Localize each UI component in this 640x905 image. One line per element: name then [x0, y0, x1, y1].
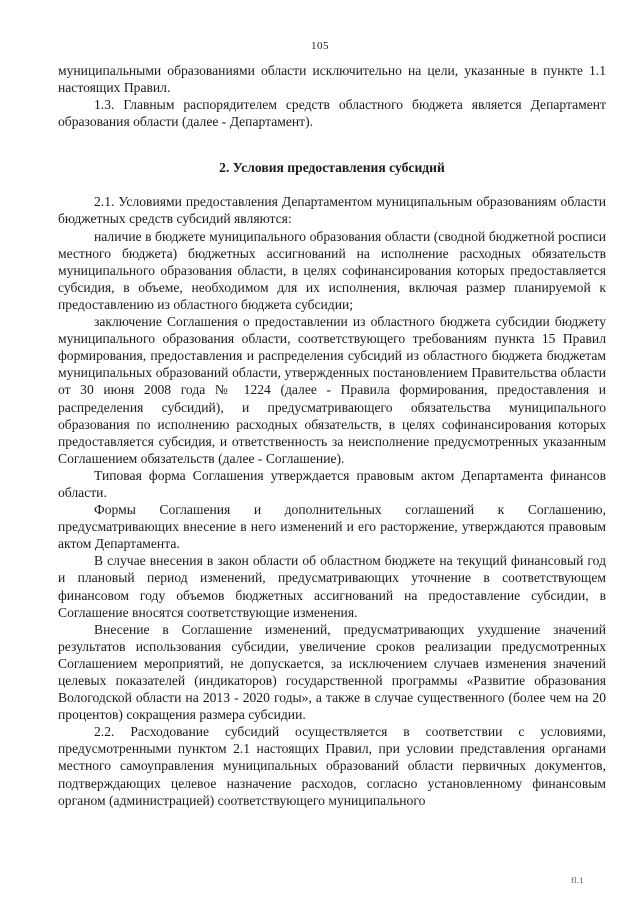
paragraph-continuation: муниципальными образованиями области исключительно на цели, указанные в пункте 1.1 настоящих Правил.	[58, 63, 606, 96]
footer-mark: fl.1	[571, 876, 584, 885]
paragraph-law-changes: В случае внесения в закон области об областном бюджете на текущий финансовый год и плановый период изменений, предусматривающих уточнение в соответствующем финансовом году объемов бюджетных ассигнований на предоставление субсидии, в Соглашение вносятся соответствующие изменения.	[58, 553, 606, 620]
section-heading: 2. Условия предоставления субсидий	[219, 160, 445, 176]
paragraph-amendments: Внесение в Соглашение изменений, предусматривающих ухудшение значений результатов использования субсидии, увеличение сроков реализации предусмотренных Соглашением мероприятий, не допускается, за исключением случаев изменения значений целевых показателей (индикаторов) государственной программы «Развитие образования Вологодской области на 2013 - 2020 годы», а также в случае существенного (более чем на 20 процентов) сокращения размера субсидии.	[58, 621, 606, 723]
page-number: 105	[311, 40, 329, 52]
paragraph-condition-budget: наличие в бюджете муниципального образования области (сводной бюджетной росписи местного бюджета) бюджетных ассигнований на исполнение расходных обязательств муниципального образования области, в целях софинансирования которых предоставляется субсидия, в объеме, необходимом для их исполнения, включая размер планируемой к предоставлению из областного бюджета субсидии;	[58, 228, 606, 312]
paragraph-clause-2-2: 2.2. Расходование субсидий осуществляется в соответствии с условиями, предусмотренными пунктом 2.1 настоящих Правил, при условии представления органами местного самоуправления муниципальных образований области первичных документов, подтверждающих целевое назначение расходов, согласно установленному финансовым органом (администрацией) соответствующего муниципального	[58, 724, 606, 808]
paragraph-agreement-forms: Формы Соглашения и дополнительных соглашений к Соглашению, предусматривающих внесение в него изменений и его расторжение, утверждаются правовым актом Департамента.	[58, 502, 606, 552]
paragraph-condition-agreement: заключение Соглашения о предоставлении из областного бюджета субсидии бюджету муниципального образования области, соответствующего требованиям пункта 15 Правил формирования, предоставления и распределения субсидий из областного бюджета бюджетам муниципальных образований области, утвержденных постановлением Правительства области от 30 июня 2008 года № 1224 (далее - Правила формирования, предоставления и распределения субсидий), и предусматривающего обязательства муниципального образования по исполнению расходных обязательств, в целях софинансирования которых предоставляется субсидия, и ответственность за неисполнение предусмотренных указанным Соглашением обязательств (далее - Соглашение).	[58, 314, 606, 466]
document-body	[58, 62, 606, 809]
paragraph-typical-form: Типовая форма Соглашения утверждается правовым актом Департамента финансов области.	[58, 467, 606, 500]
paragraph-clause-2-1: 2.1. Условиями предоставления Департаментом муниципальным образованиям области бюджетных средств субсидий являются:	[58, 194, 606, 227]
paragraph-clause-1-3: 1.3. Главным распорядителем средств областного бюджета является Департамент образования области (далее - Департамент).	[58, 97, 606, 130]
